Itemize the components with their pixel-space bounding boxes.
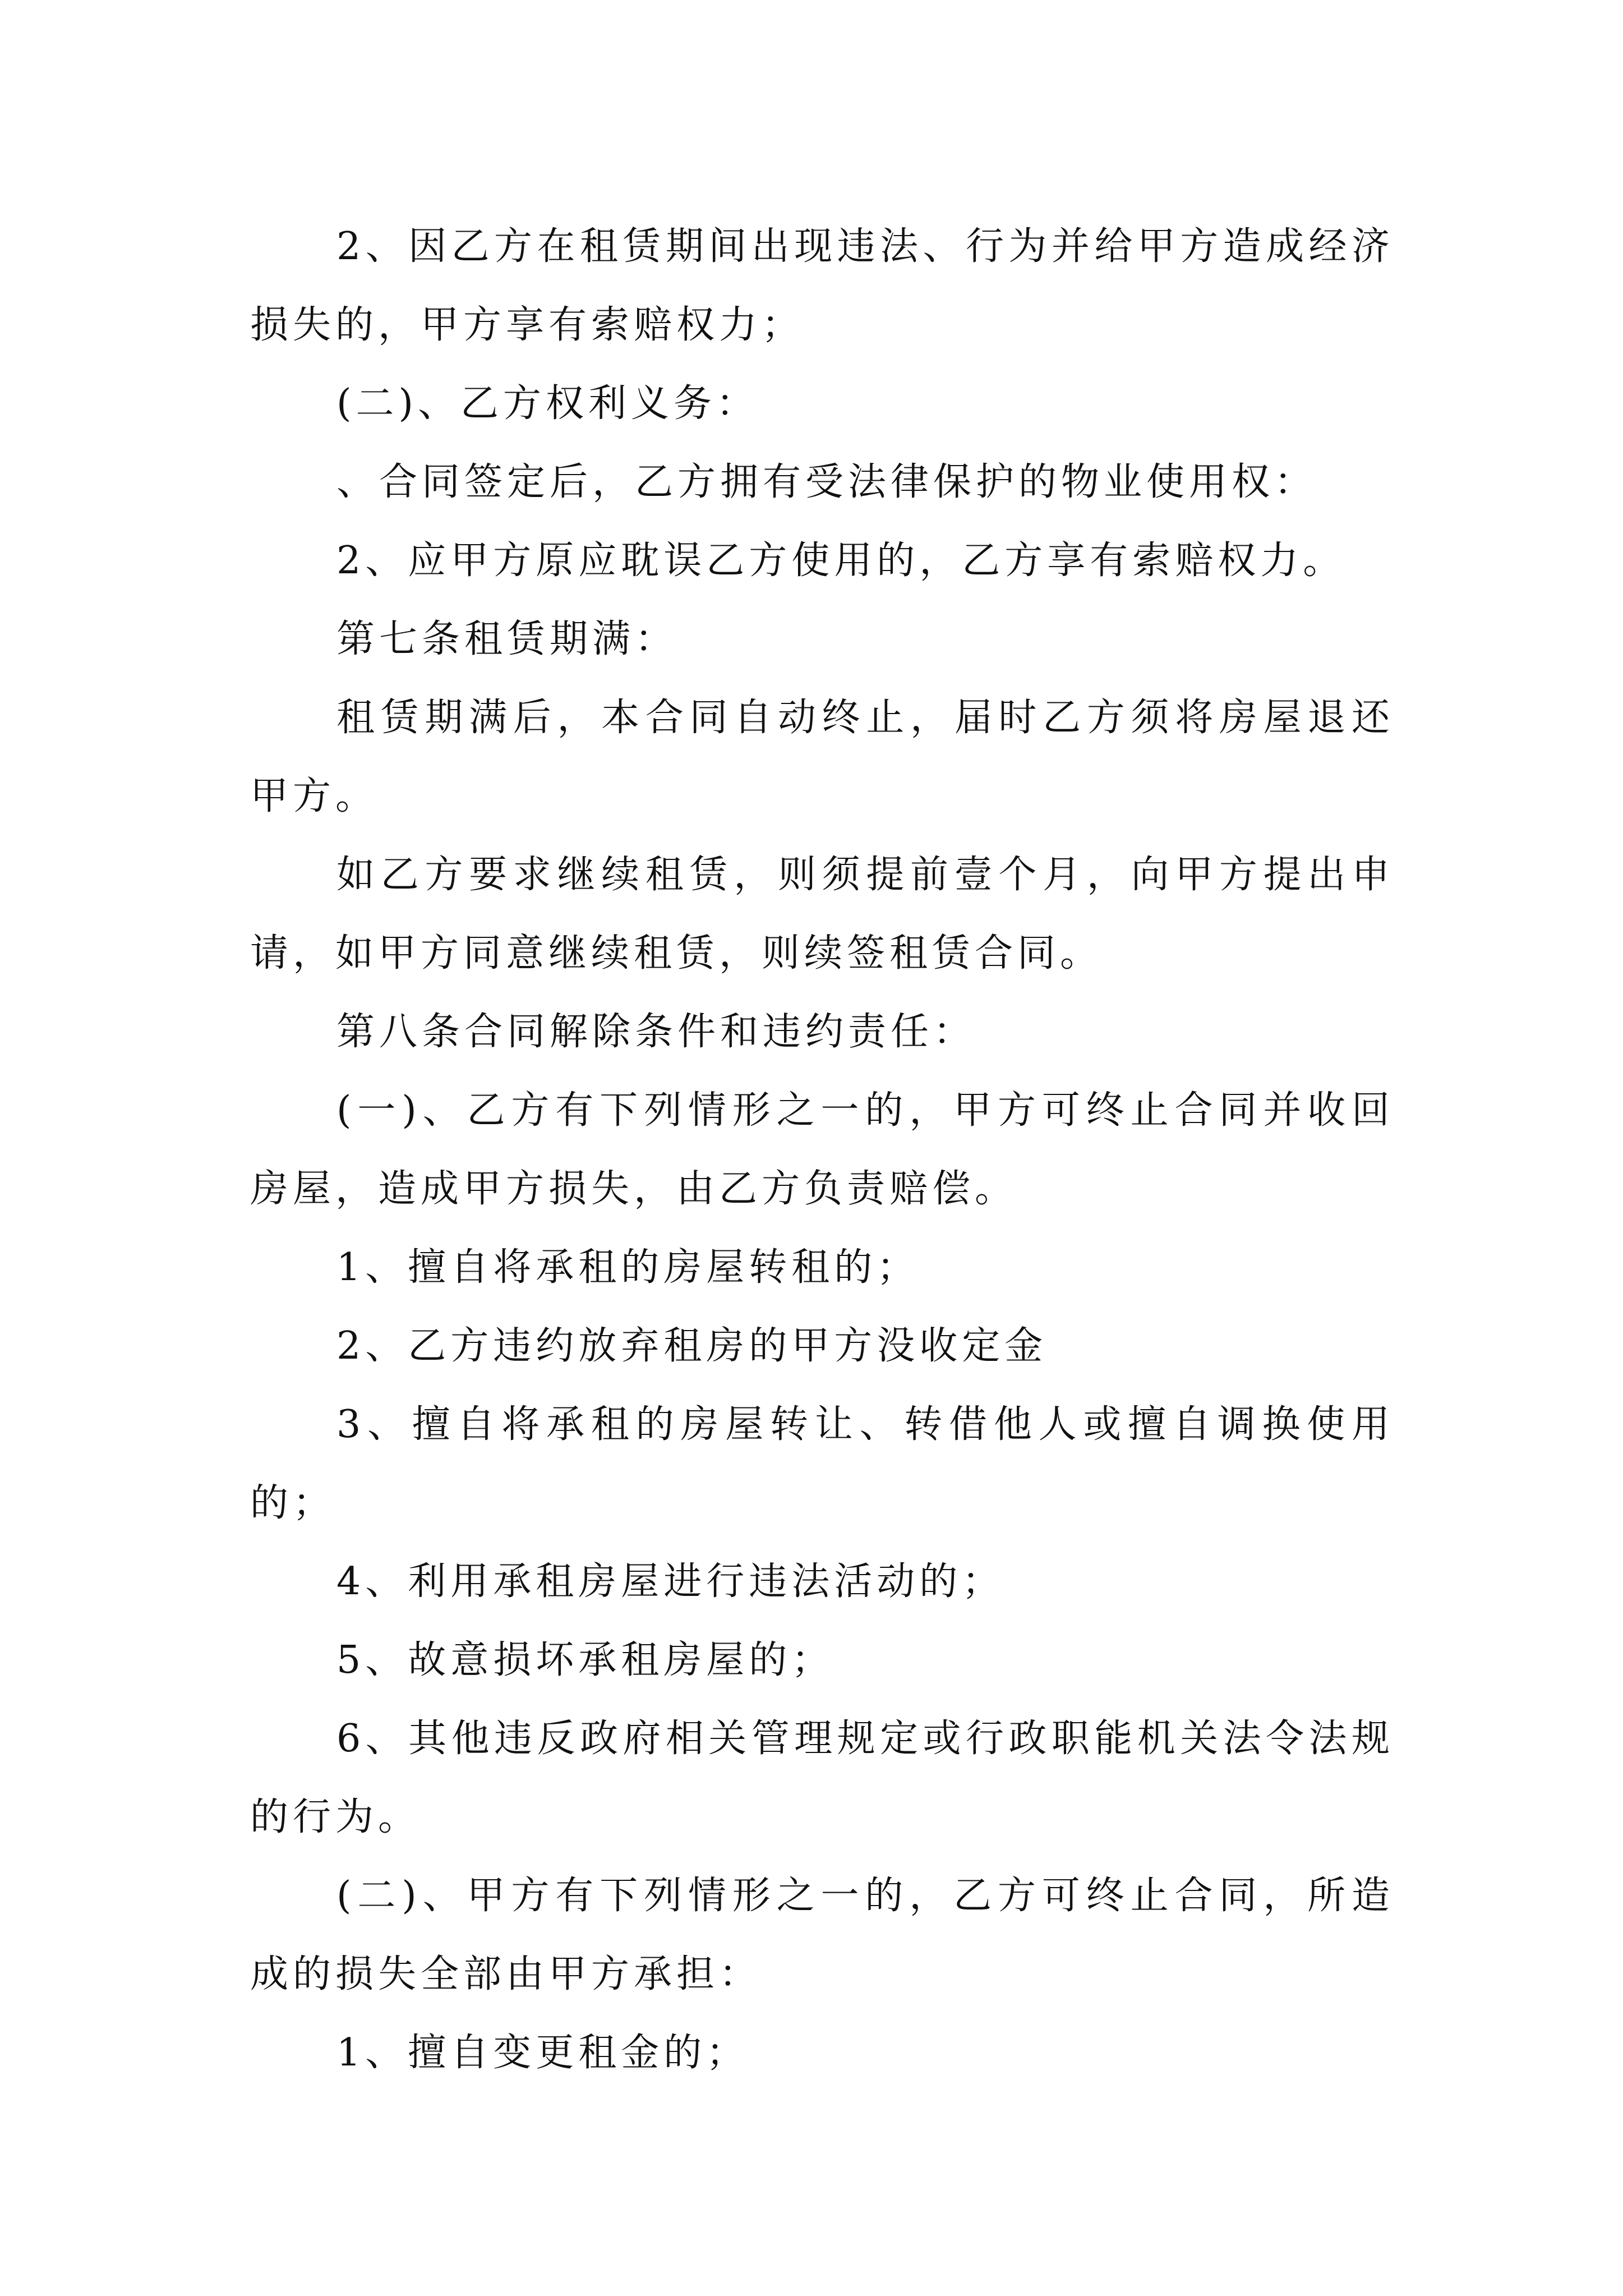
paragraph-4: 2、应甲方原应耽误乙方使用的，乙方享有索赔权力。 — [336, 539, 1346, 583]
paragraph-14: 5、故意损坏承租房屋的； — [336, 1638, 834, 1682]
paragraph-16: (二)、甲方有下列情形之一的，乙方可终止合同，所造成的损失全部由甲方承担： — [250, 1874, 1394, 1996]
paragraph-3: 、合同签定后，乙方拥有受法律保护的物业使用权： — [336, 460, 1317, 504]
paragraph-2: (二)、乙方权利义务： — [336, 381, 759, 426]
paragraph-13: 4、利用承租房屋进行违法活动的； — [336, 1559, 1005, 1604]
paragraph-7: 如乙方要求继续租赁，则须提前壹个月，向甲方提出申请，如甲方同意继续租赁，则续签租赁合同。 — [250, 853, 1394, 976]
document-body — [250, 208, 1394, 2092]
paragraph-12: 3、擅自将承租的房屋转让、转借他人或擅自调换使用的； — [250, 1402, 1394, 1525]
paragraph-8: 第八条合同解除条件和违约责任： — [336, 1010, 976, 1054]
paragraph-6: 租赁期满后，本合同自动终止，届时乙方须将房屋退还甲方。 — [250, 696, 1394, 818]
paragraph-11: 2、乙方违约放弃租房的甲方没收定金 — [336, 1324, 1048, 1368]
paragraph-15: 6、其他违反政府相关管理规定或行政职能机关法令法规的行为。 — [250, 1717, 1394, 1839]
paragraph-1: 2、因乙方在租赁期间出现违法、行为并给甲方造成经济损失的，甲方享有索赔权力； — [250, 224, 1394, 347]
paragraph-5: 第七条租赁期满： — [336, 617, 678, 661]
paragraph-10: 1、擅自将承租的房屋转租的； — [336, 1245, 920, 1290]
paragraph-17: 1、擅自变更租金的； — [336, 2031, 749, 2075]
paragraph-9: (一)、乙方有下列情形之一的，甲方可终止合同并收回房屋，造成甲方损失，由乙方负责赔偿。 — [250, 1088, 1394, 1211]
